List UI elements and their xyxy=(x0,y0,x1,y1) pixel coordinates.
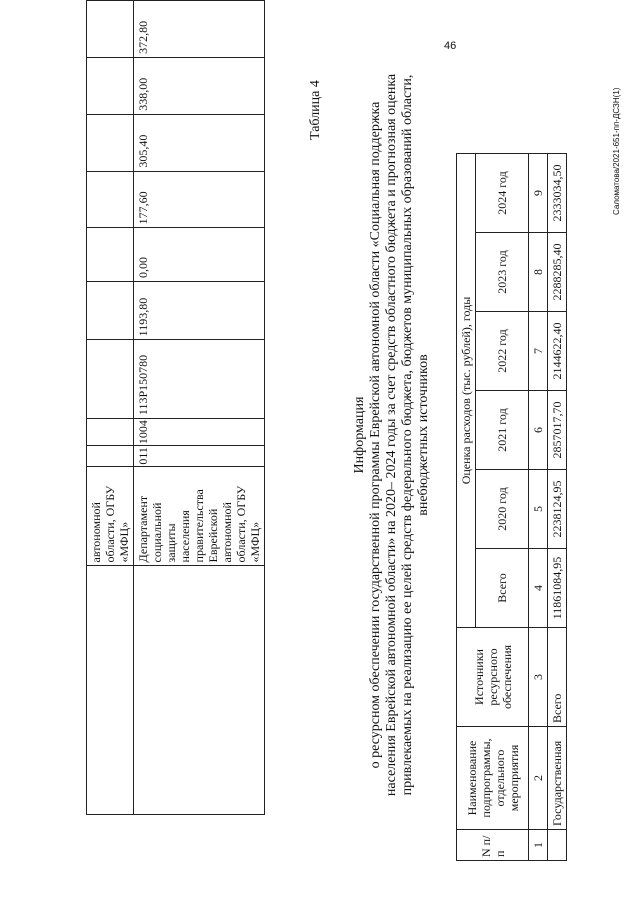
table-cell: 2857017,70 xyxy=(548,391,567,470)
header-cell: 2022 год xyxy=(476,312,529,391)
table-cell: Департамент социальной защиты населения правительства Еврейской автономной области, ОГБУ «МФЦ» xyxy=(134,466,265,566)
table-cell xyxy=(87,57,134,114)
table-cell xyxy=(548,830,567,861)
table-cell xyxy=(87,566,134,815)
table-cell xyxy=(87,228,134,282)
table-cell: 2 xyxy=(529,727,548,830)
table-cell xyxy=(87,282,134,340)
table-cell: 2238124,95 xyxy=(548,470,567,549)
title-line: привлекаемых на реализацию ее целей средств федерального бюджета, бюджетов муниципальных образований области, xyxy=(400,74,415,796)
table-cell xyxy=(87,446,134,467)
table-cell: 338,00 xyxy=(134,57,265,114)
table-cell: 113Р150780 xyxy=(134,340,265,419)
resource-table xyxy=(456,153,567,861)
table-cell xyxy=(134,566,265,815)
table-cell: 2333034,50 xyxy=(548,154,567,233)
table-row xyxy=(529,154,548,861)
title-heading: Информация xyxy=(352,396,367,474)
title-line: внебюджетных источников xyxy=(416,354,431,516)
table-cell xyxy=(87,419,134,446)
table-cell: 177,60 xyxy=(134,171,265,228)
table-cell: 1 xyxy=(529,830,548,861)
header-cell: Источники ресурсного обеспечения xyxy=(457,628,529,727)
table-cell: 305,40 xyxy=(134,114,265,171)
table-cell xyxy=(87,340,134,419)
continuation-table xyxy=(86,0,265,815)
table-cell: 011 xyxy=(134,446,265,467)
table-row xyxy=(134,1,265,815)
table-cell: автономной области, ОГБУ «МФЦ» xyxy=(87,466,134,566)
table-row xyxy=(548,154,567,861)
header-cell: N п/п xyxy=(457,830,529,861)
table-cell: 5 xyxy=(529,470,548,549)
header-cell: 2020 год xyxy=(476,470,529,549)
table-cell: 1193,80 xyxy=(134,282,265,340)
table-cell: 372,80 xyxy=(134,1,265,58)
table-cell: 6 xyxy=(529,391,548,470)
table-cell: Государственная xyxy=(548,727,567,830)
table-cell: 11861084,95 xyxy=(548,549,567,628)
document-footer: Саломатова/2021-651-пп-ДСЗН(1) xyxy=(612,87,621,215)
table-cell: 8 xyxy=(529,233,548,312)
title-line: о ресурсном обеспечении государственной программы Еврейской автономной области «Социальная поддержка xyxy=(368,101,383,769)
page-number: 46 xyxy=(444,40,457,52)
table-cell: Всего xyxy=(548,628,567,727)
header-cell: 2021 год xyxy=(476,391,529,470)
table-cell: 4 xyxy=(529,549,548,628)
document-title xyxy=(352,35,432,835)
header-cell: Всего xyxy=(476,549,529,628)
header-cell: 2023 год xyxy=(476,233,529,312)
table-cell: 7 xyxy=(529,312,548,391)
table-row xyxy=(87,1,134,815)
table-cell xyxy=(87,114,134,171)
table-cell: 9 xyxy=(529,154,548,233)
table-cell xyxy=(87,171,134,228)
title-line: населения Еврейской автономной области» на 2020– 2024 годы за счет средств областного бюджета и прогнозная оценка xyxy=(384,73,399,797)
header-cell: Оценка расходов (тыс. рублей), годы xyxy=(457,154,476,628)
table-cell xyxy=(87,1,134,58)
table-cell: 1004 xyxy=(134,419,265,446)
table-cell: 0,00 xyxy=(134,228,265,282)
table-label: Таблица 4 xyxy=(308,80,323,140)
table-header-row xyxy=(457,154,476,861)
table-cell: 2144622,40 xyxy=(548,312,567,391)
header-cell: 2024 год xyxy=(476,154,529,233)
header-cell: Наименование подпрограммы, отдельного мероприятия xyxy=(457,727,529,830)
table-cell: 3 xyxy=(529,628,548,727)
table-cell: 2288285,40 xyxy=(548,233,567,312)
